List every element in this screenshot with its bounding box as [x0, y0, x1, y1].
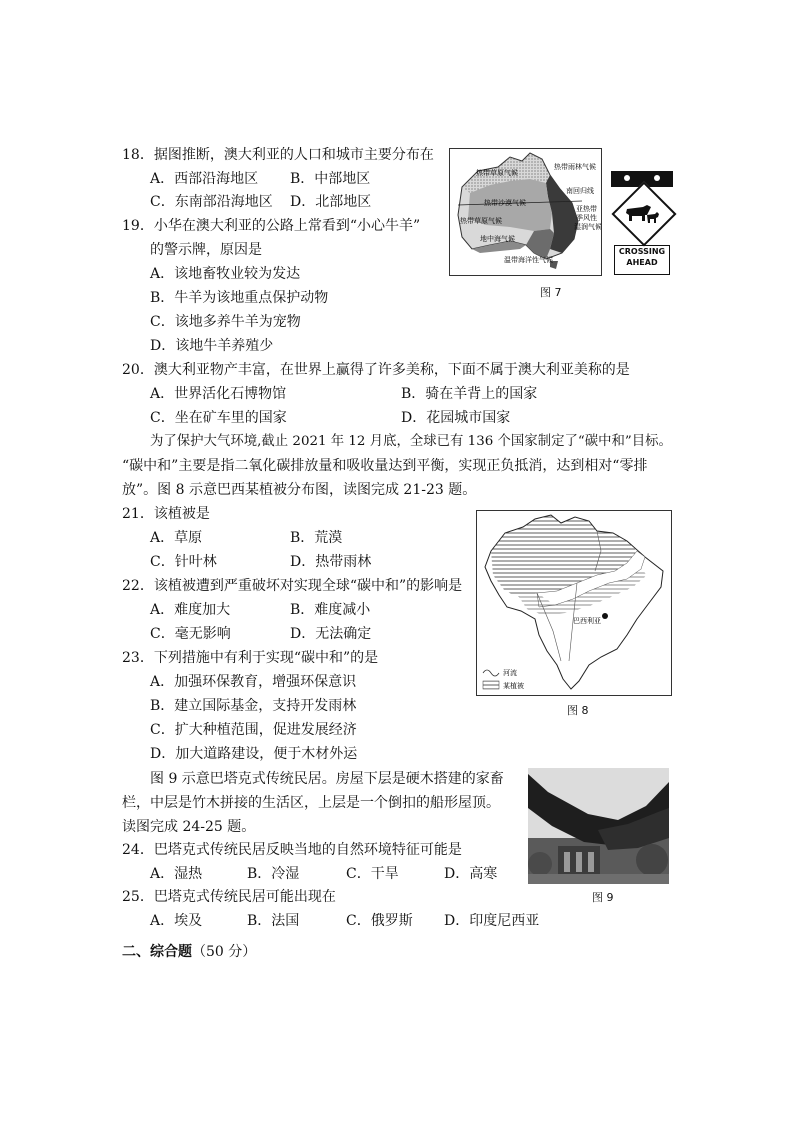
q20-option-c: C．坐在矿车里的国家	[150, 410, 287, 426]
q24-option-b: B．冷湿	[247, 866, 300, 882]
q18-option-d: D．北部地区	[290, 194, 372, 210]
q25-option-a: A．埃及	[150, 913, 203, 929]
fig7-label-desert: 热带沙漠气候	[484, 199, 526, 207]
q20-option-d: D．花园城市国家	[401, 410, 511, 426]
q19-option-a: A．该地畜牧业较为发达	[150, 266, 301, 282]
cattle-icon	[623, 201, 661, 227]
figure9-batak-house-photo	[528, 768, 669, 884]
cattle-crossing-sign	[611, 171, 673, 275]
q19-stem-line2: 的警示牌，原因是	[150, 242, 262, 258]
fig7-label-savanna-north: 热带草原气候	[476, 169, 518, 177]
q20-stem: 20．澳大利亚物产丰富，在世界上赢得了许多美称，下面不属于澳大利亚美称的是	[122, 362, 630, 378]
section2-score: （50 分）	[192, 944, 257, 960]
figure8-brazil-map	[476, 510, 672, 696]
vegetation-legend-swatch	[483, 681, 499, 689]
passage2-line2: 栏，中层是竹木拼接的生活区，上层是一个倒扣的船形屋顶。	[122, 795, 500, 811]
fig7-label-humid3: 湿润气候	[574, 223, 601, 231]
q18-option-b: B．中部地区	[290, 171, 371, 187]
q18-option-c: C．东南部沿海地区	[150, 194, 273, 210]
q24-option-c: C．干旱	[346, 866, 399, 882]
q25-stem: 25．巴塔克式传统民居可能出现在	[122, 889, 336, 905]
section2-heading	[122, 943, 256, 961]
q22-option-a: A．难度加大	[150, 602, 231, 618]
section2-title: 二、综合题	[122, 944, 192, 960]
q23-option-b: B．建立国际基金，支持开发雨林	[150, 698, 357, 714]
passage2-line1: 图 9 示意巴塔克式传统民居。房屋下层是硬木搭建的家畜	[150, 771, 504, 787]
q19-option-d: D．该地牛羊养殖少	[150, 338, 274, 354]
q23-stem: 23．下列措施中有利于实现“碳中和”的是	[122, 650, 379, 666]
q23-option-c: C．扩大种植范围，促进发展经济	[150, 722, 357, 738]
q24-stem: 24．巴塔克式传统民居反映当地的自然环境特征可能是	[122, 842, 462, 858]
fig7-label-med: 地中海气候	[480, 235, 515, 243]
fig8-legend-river: 河流	[503, 669, 517, 677]
q24-option-a: A．湿热	[150, 866, 203, 882]
fig7-caption: 图 7	[540, 286, 562, 299]
q22-option-c: C．毫无影响	[150, 626, 231, 642]
fig7-label-temperate: 温带海洋性气候	[504, 256, 553, 264]
q21-option-a: A．草原	[150, 530, 203, 546]
q21-option-b: B．荒漠	[290, 530, 343, 546]
q21-stem: 21．该植被是	[122, 506, 210, 522]
q25-option-d: D．印度尼西亚	[444, 913, 540, 929]
passage1-line2: “碳中和”主要是指二氧化碳排放量和吸收量达到平衡，实现正负抵消，达到相对“零排	[122, 458, 648, 474]
fig7-label-humid2: 季风性	[576, 214, 597, 222]
q25-option-c: C．俄罗斯	[346, 913, 413, 929]
q19-stem-line1: 19．小华在澳大利亚的公路上常看到“小心牛羊”	[122, 218, 421, 234]
q22-option-d: D．无法确定	[290, 626, 372, 642]
fig8-caption: 图 8	[567, 704, 589, 717]
fig7-label-savanna-west: 热带草原气候	[460, 217, 502, 225]
figure7-australia-map	[449, 148, 602, 276]
q23-option-d: D．加大道路建设，便于木材外运	[150, 746, 358, 762]
q23-option-a: A．加强环保教育，增强环保意识	[150, 674, 357, 690]
q18-stem: 18．据图推断，澳大利亚的人口和城市主要分布在	[122, 147, 434, 163]
q18-option-a: A．西部沿海地区	[150, 171, 259, 187]
passage2-line3: 读图完成 24-25 题。	[122, 819, 256, 835]
fig7-label-rainforest: 热带雨林气候	[554, 163, 596, 171]
q22-option-b: B．难度减小	[290, 602, 371, 618]
q20-option-b: B．骑在羊背上的国家	[401, 386, 538, 402]
fig8-city-label: 巴西利亚	[573, 617, 601, 625]
q21-option-d: D．热带雨林	[290, 554, 372, 570]
fig9-caption: 图 9	[592, 891, 614, 904]
fig7-label-tropic: 南回归线	[566, 187, 594, 195]
river-legend-icon	[483, 670, 499, 676]
passage1-line3: 放”。图 8 示意巴西某植被分布图，读图完成 21-23 题。	[122, 482, 477, 498]
q25-option-b: B．法国	[247, 913, 300, 929]
q22-stem: 22．该植被遭到严重破坏对实现全球“碳中和”的影响是	[122, 578, 463, 594]
passage1-line1: 为了保护大气环境,截止 2021 年 12 月底，全球已有 136 个国家制定了“碳中和”目标。	[150, 434, 672, 449]
q24-option-d: D．高寒	[444, 866, 498, 882]
sign-text-line2: AHEAD	[626, 258, 658, 267]
fig7-label-humid1: 亚热带	[576, 205, 597, 213]
fig8-legend-veg: 某植被	[503, 682, 524, 690]
q19-option-c: C．该地多养牛羊为宠物	[150, 314, 301, 330]
q19-option-b: B．牛羊为该地重点保护动物	[150, 290, 329, 306]
q21-option-c: C．针叶林	[150, 554, 217, 570]
q20-option-a: A．世界活化石博物馆	[150, 386, 287, 402]
sign-text-line1: CROSSING	[618, 247, 666, 256]
